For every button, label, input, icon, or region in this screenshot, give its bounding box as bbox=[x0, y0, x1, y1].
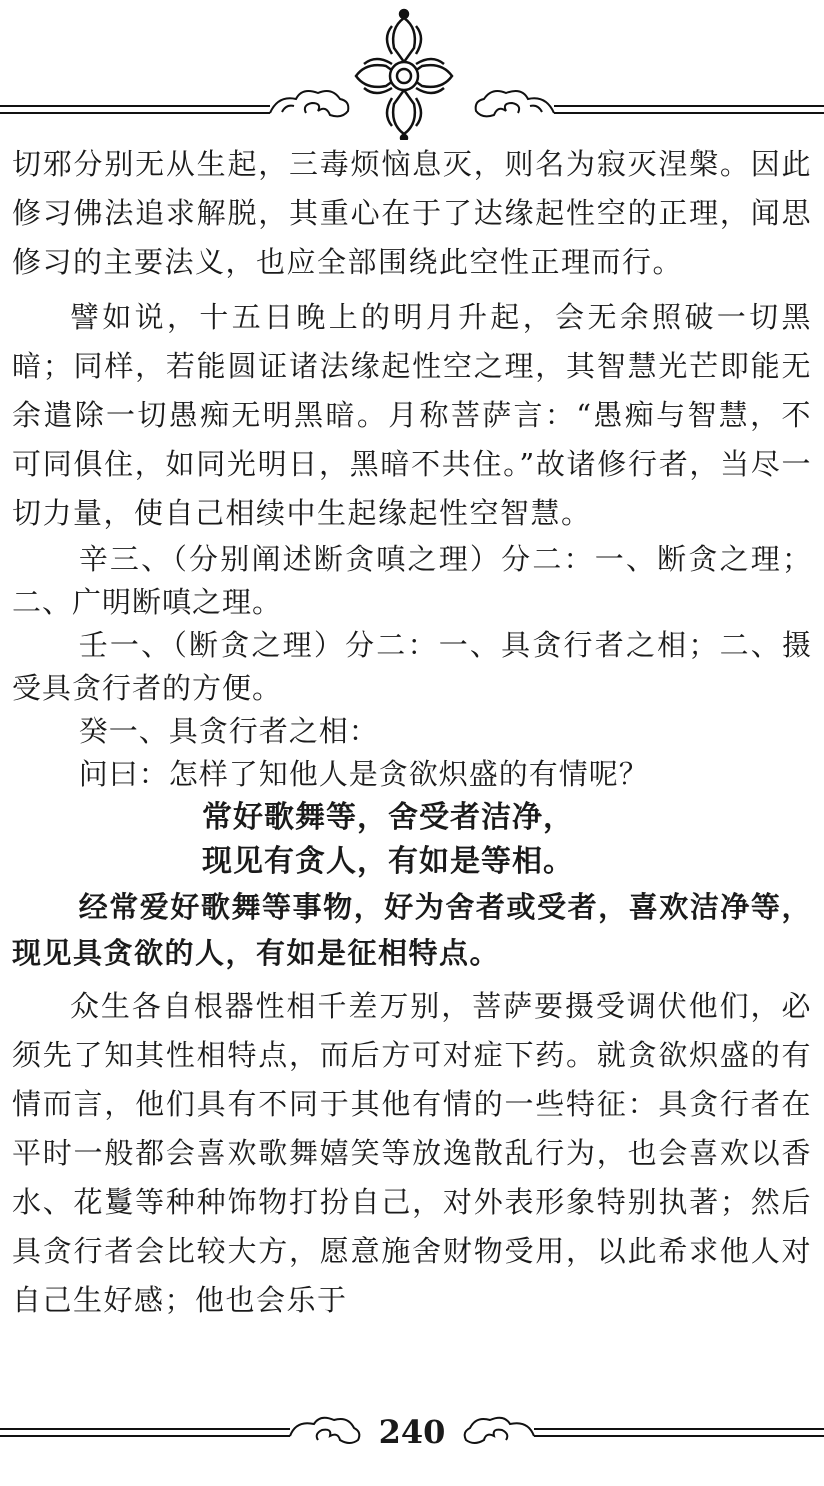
question-line: 问曰：怎样了知他人是贪欲炽盛的有情呢？ bbox=[78, 757, 649, 791]
main-text bbox=[12, 140, 812, 1325]
paragraph-explanation: 众生各自根器性相千差万别，菩萨要摄受调伏他们，必须先了知其性相特点，而后方可对症下药。就贪欲炽盛的有情而言，他们具有不同于其他有情的一些特征：具贪行者在平时一般都会喜欢歌舞嬉笑等放逸散乱行为，也会喜欢以香水、花鬘等种种饰物打扮自己，对外表形象特别执著；然后具贪行者会比较大方，愿意施舍财物受用，以此希求他人对自己生好感；他也会乐于 bbox=[12, 989, 812, 1317]
verse-line-1: 常好歌舞等，舍受者洁净， bbox=[202, 800, 574, 835]
section-heading-xin3: 辛三、（分别阐述断贪嗔之理）分二：一、断贪之理；二、广明断嗔之理。 bbox=[12, 542, 812, 619]
verse-commentary: 经常爱好歌舞等事物，好为舍者或受者，喜欢洁净等，现见具贪欲的人，有如是征相特点。 bbox=[12, 890, 812, 970]
section-heading-ren1: 壬一、（断贪之理）分二：一、具贪行者之相；二、摄受具贪行者的方便。 bbox=[12, 628, 812, 705]
vajra-header-ornament bbox=[0, 0, 824, 140]
page-number: 240 bbox=[378, 1413, 446, 1451]
section-heading-gui1: 癸一、具贪行者之相： bbox=[78, 714, 379, 748]
verse-line-2: 现见有贪人，有如是等相。 bbox=[202, 844, 574, 879]
paragraph-moon-analogy: 譬如说，十五日晚上的明月升起，会无余照破一切黑暗；同样，若能圆证诸法缘起性空之理，其智慧光芒即能无余遣除一切愚痴无明黑暗。月称菩萨言：“愚痴与智慧，不可同俱住，如同光明日，黑暗不共住。”故诸修行者，当尽一切力量，使自己相续中生起缘起性空智慧。 bbox=[12, 300, 812, 530]
paragraph-continuation: 切邪分别无从生起，三毒烦恼息灭，则名为寂灭涅槃。因此修习佛法追求解脱，其重心在于了达缘起性空的正理，闻思修习的主要法义，也应全部围绕此空性正理而行。 bbox=[12, 147, 812, 279]
